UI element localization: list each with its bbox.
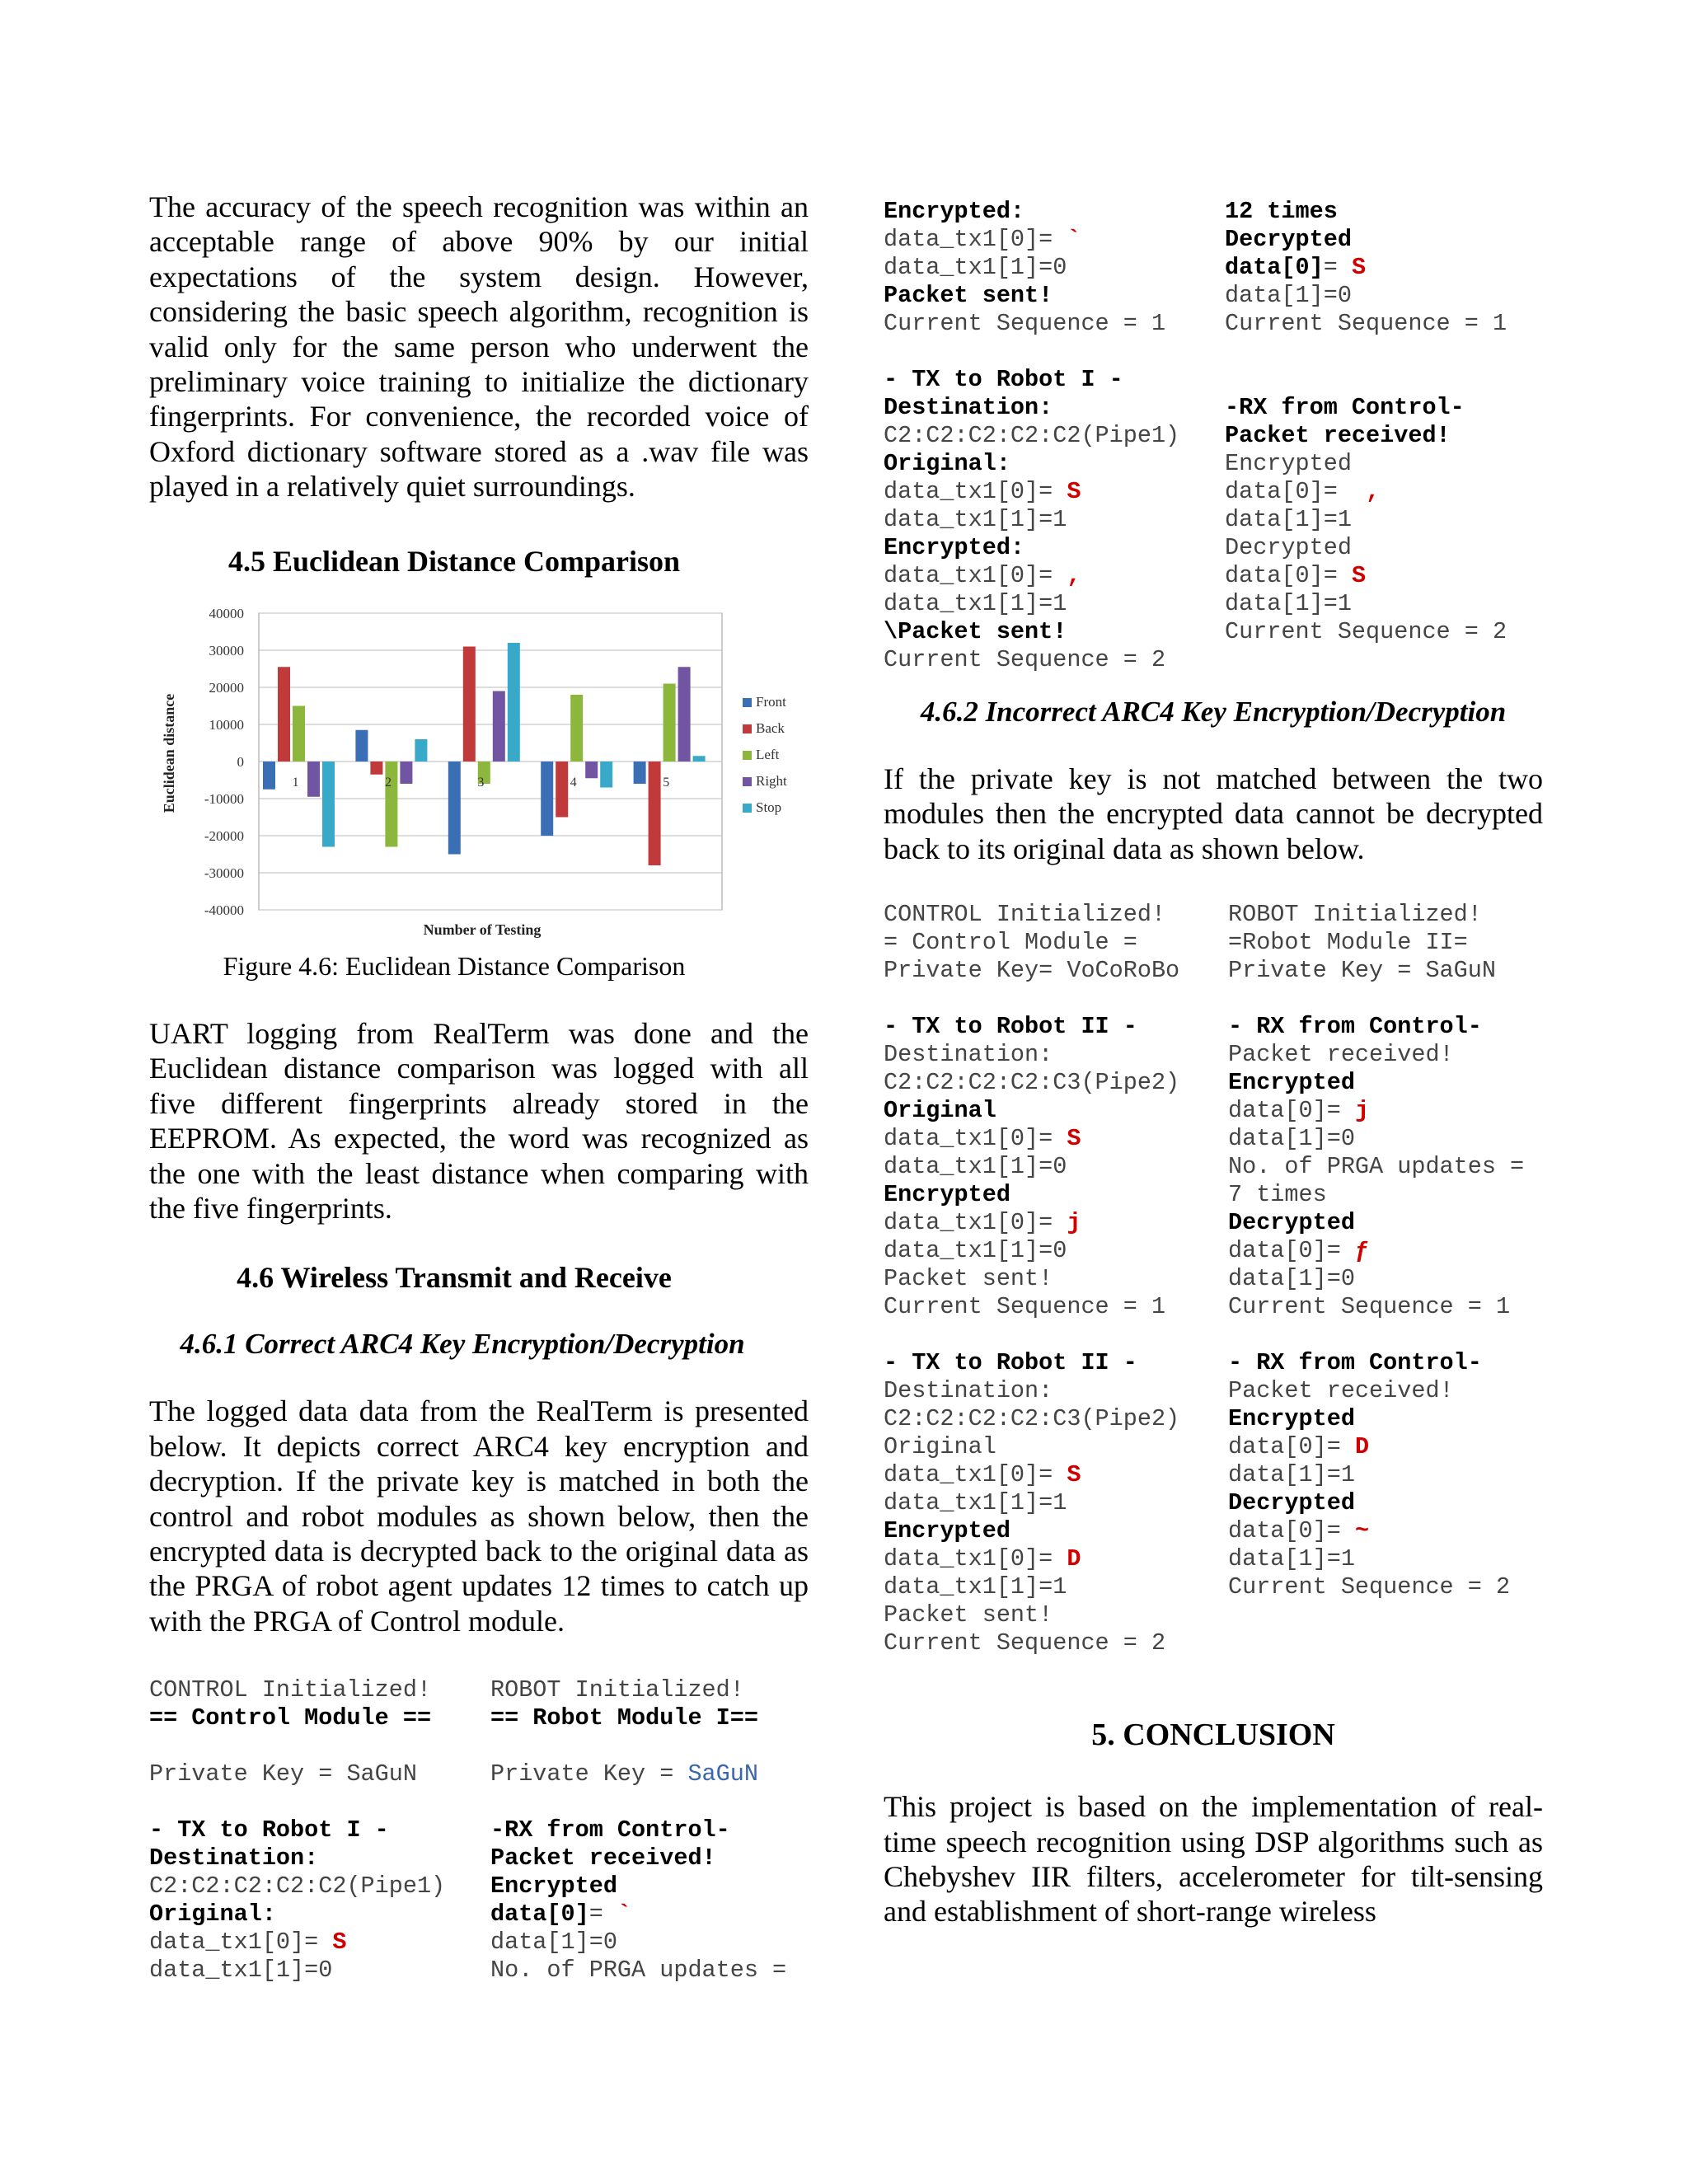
bar-left-4 xyxy=(570,695,583,762)
log-value-highlight: D xyxy=(1354,1433,1370,1461)
log-line: Encrypted: xyxy=(884,198,1025,225)
log-line: Current Sequence = 1 xyxy=(884,1293,1166,1321)
log-line: Packet received! xyxy=(490,1844,716,1872)
log-line: data_tx1[1]=1 xyxy=(884,506,1067,533)
log-text: data[0]= xyxy=(1228,1517,1355,1545)
log-line: Encrypted xyxy=(490,1872,617,1900)
log-line: Encrypted xyxy=(1225,450,1352,477)
log-line: data_tx1[1]=0 xyxy=(149,1957,333,1985)
log-line: Encrypted: xyxy=(884,534,1025,561)
x-category-label: 2 xyxy=(385,776,392,790)
log-line: Destination: xyxy=(884,1377,1053,1405)
log-line xyxy=(884,562,1179,590)
legend-swatch-front xyxy=(743,698,752,707)
log-line: data[1]=0 xyxy=(1225,282,1352,309)
legend-swatch-right xyxy=(743,777,752,786)
log-value-highlight: S xyxy=(1067,1461,1081,1489)
log-line xyxy=(884,1125,1179,1153)
log-line: Original xyxy=(884,1433,996,1461)
bar-front-5 xyxy=(634,762,646,784)
bar-stop-5 xyxy=(693,756,706,762)
bar-right-1 xyxy=(307,762,320,797)
log-line: data[1]=0 xyxy=(490,1929,617,1957)
y-tick-label: 10000 xyxy=(209,717,244,733)
log-line: C2:C2:C2:C2:C3(Pipe2) xyxy=(884,1069,1180,1097)
log-line: Original xyxy=(884,1097,996,1125)
log-line xyxy=(149,1929,445,1957)
log-line: Private Key = SaGuN xyxy=(1228,957,1496,985)
log-text: data_tx1[0]= xyxy=(884,562,1067,589)
bar-right-3 xyxy=(493,691,505,762)
log-text: data[0]= xyxy=(1225,478,1367,505)
bar-front-1 xyxy=(263,762,275,790)
legend-swatch-stop xyxy=(743,804,752,813)
paragraph-uart-logging: UART logging from RealTerm was done and the Euclidean distance comparison was logged with all five different fingerprints already stored in the EEPROM. As expected, the word was recognized as the one with the least distance when comparing with the five fingerprints. xyxy=(149,1017,809,1226)
x-category-label: 5 xyxy=(663,776,670,790)
log-line xyxy=(1228,1097,1524,1125)
log-line: Current Sequence = 2 xyxy=(884,646,1166,673)
log-text: Private Key = xyxy=(490,1760,688,1788)
section-heading-5: 5. CONCLUSION xyxy=(1091,1718,1335,1753)
y-tick-label: -10000 xyxy=(204,791,244,807)
log-line: Packet sent! xyxy=(884,282,1053,309)
paragraph-speech-accuracy: The accuracy of the speech recognition was within an acceptable range of above 90% by our initial expectations of the system design. However, considering the basic speech algorithm, recognition is valid only for the same person who underwent the preliminary voice training to initialize the dictionary fingerprints. For convenience, the recorded voice of Oxford dictionary software stored as a .wav file was played in a relatively quiet surroundings. xyxy=(149,190,809,504)
x-axis-title: Number of Testing xyxy=(423,921,542,938)
log-line xyxy=(490,1900,786,1929)
paragraph-incorrect-arc4: If the private key is not matched between the two modules then the encrypted data cannot be decrypted back to its original data as shown below. xyxy=(884,762,1543,865)
log-line: == Control Module == xyxy=(149,1704,432,1732)
bar-back-4 xyxy=(556,762,568,818)
log-line xyxy=(1228,1517,1524,1545)
log-text: data[0]= xyxy=(1228,1237,1355,1265)
log-text: data[0]= xyxy=(1225,562,1352,589)
log-value-highlight: ` xyxy=(617,1900,632,1929)
log-line: - TX to Robot II - xyxy=(884,1013,1137,1041)
log-line: -RX from Control- xyxy=(1225,394,1465,421)
log-robot-module-column xyxy=(490,1676,786,1985)
log-line xyxy=(490,1760,786,1788)
log-control-module-column xyxy=(884,901,1179,1657)
log-line xyxy=(884,226,1179,254)
bar-front-3 xyxy=(448,762,461,855)
log-line: data[1]=1 xyxy=(1225,590,1352,617)
log-line: Encrypted xyxy=(1228,1069,1355,1097)
bar-front-4 xyxy=(541,762,553,836)
log-line: Packet received! xyxy=(1228,1041,1454,1069)
paragraph-conclusion: This project is based on the implementation of real-time speech recognition using DSP algorithms such as Chebyshev IIR filters, accelerometer for tilt-sensing and establishment of short-range wireless xyxy=(884,1790,1543,1929)
log-line: Original: xyxy=(884,450,1010,477)
log-line: ROBOT Initialized! xyxy=(490,1676,744,1704)
log-value-highlight: ` xyxy=(1067,226,1081,253)
y-tick-label: 30000 xyxy=(209,643,244,658)
bar-stop-1 xyxy=(322,762,335,847)
y-tick-label: 20000 xyxy=(209,680,244,696)
legend-label-right: Right xyxy=(756,773,787,789)
log-text: data_tx1[0]= xyxy=(149,1929,333,1957)
bar-right-5 xyxy=(678,667,691,762)
log-line: Decrypted xyxy=(1228,1209,1355,1237)
log-line: CONTROL Initialized! xyxy=(884,901,1166,929)
log-value-highlight: S xyxy=(1067,478,1081,505)
y-tick-label: 40000 xyxy=(209,606,244,621)
log-line: - TX to Robot I - xyxy=(884,366,1123,393)
log-value-highlight: S xyxy=(1067,1125,1081,1153)
log-line: Decrypted xyxy=(1228,1489,1355,1517)
log-line: data[1]=0 xyxy=(1228,1265,1355,1293)
log-line: Decrypted xyxy=(1225,534,1352,561)
log-line: \Packet sent! xyxy=(884,618,1067,645)
log-line: data_tx1[1]=1 xyxy=(884,1573,1067,1601)
log-text: data_tx1[0]= xyxy=(884,226,1067,253)
log-line: C2:C2:C2:C2:C2(Pipe1) xyxy=(149,1872,446,1900)
log-control-module-column xyxy=(149,1676,445,1985)
log-line: Decrypted xyxy=(1225,226,1352,253)
bar-left-5 xyxy=(663,684,676,762)
log-value-highlight: j xyxy=(1067,1209,1081,1237)
log-line: Current Sequence = 1 xyxy=(884,310,1166,337)
log-line: Destination: xyxy=(149,1844,319,1872)
bar-back-3 xyxy=(463,647,476,762)
log-text: data_tx1[0]= xyxy=(884,478,1067,505)
log-line: data[1]=0 xyxy=(1228,1125,1355,1153)
bar-left-2 xyxy=(385,762,397,847)
log-text: data_tx1[0]= xyxy=(884,1125,1067,1153)
log-value-highlight: S xyxy=(332,1929,347,1957)
log-value-highlight: ƒ xyxy=(1354,1237,1370,1265)
bar-back-2 xyxy=(370,762,382,775)
log-text: = xyxy=(588,1900,617,1929)
y-tick-label: -20000 xyxy=(204,828,244,844)
log-line: data[1]=1 xyxy=(1228,1545,1355,1573)
log-key-highlight: SaGuN xyxy=(687,1760,758,1788)
bar-stop-3 xyxy=(508,643,520,762)
log-line xyxy=(1225,562,1507,590)
bar-left-1 xyxy=(293,706,305,762)
log-line: data_tx1[1]=0 xyxy=(884,1153,1067,1181)
log-value-highlight: , xyxy=(1067,562,1081,589)
log-value-highlight: D xyxy=(1067,1545,1081,1573)
log-text: data[0] xyxy=(490,1900,589,1929)
log-text: data_tx1[0]= xyxy=(884,1461,1067,1489)
log-line: - TX to Robot II - xyxy=(884,1349,1137,1377)
x-category-label: 4 xyxy=(570,776,577,790)
bar-stop-2 xyxy=(415,739,427,762)
log-line: Current Sequence = 1 xyxy=(1228,1293,1511,1321)
log-line: Private Key = SaGuN xyxy=(149,1760,417,1788)
log-line: 7 times xyxy=(1228,1181,1327,1209)
log-robot-module-column xyxy=(1228,901,1524,1601)
log-line xyxy=(884,1545,1179,1573)
bar-back-1 xyxy=(278,667,290,762)
log-line: C2:C2:C2:C2:C2(Pipe1) xyxy=(884,422,1180,449)
log-value-highlight: S xyxy=(1351,562,1367,589)
log-line: Destination: xyxy=(884,1041,1053,1069)
log-value-highlight: , xyxy=(1366,478,1381,505)
log-line: 12 times xyxy=(1225,198,1338,225)
log-line: Packet sent! xyxy=(884,1601,1053,1629)
log-robot-module-column xyxy=(1225,198,1507,646)
section-heading-4-6: 4.6 Wireless Transmit and Receive xyxy=(237,1261,672,1295)
log-text: data[0] xyxy=(1225,254,1324,281)
y-tick-label: 0 xyxy=(237,754,244,770)
bar-stop-4 xyxy=(600,762,612,788)
euclidean-distance-chart xyxy=(149,603,809,949)
log-incorrect-control-robot xyxy=(884,901,1543,1659)
log-line: Current Sequence = 1 xyxy=(1225,310,1507,337)
log-line: Current Sequence = 2 xyxy=(884,1629,1166,1657)
log-line: Current Sequence = 2 xyxy=(1225,618,1507,645)
log-line: No. of PRGA updates = xyxy=(1228,1153,1525,1181)
log-line xyxy=(884,1461,1179,1489)
log-line: Encrypted xyxy=(884,1181,1010,1209)
log-line: data_tx1[1]=0 xyxy=(884,254,1067,281)
log-text: data[0]= xyxy=(1228,1097,1355,1125)
log-value-highlight: ~ xyxy=(1354,1517,1370,1545)
log-line xyxy=(1225,478,1507,506)
subsection-heading-4-6-1: 4.6.1 Correct ARC4 Key Encryption/Decryption xyxy=(180,1328,745,1361)
log-text: = xyxy=(1323,254,1352,281)
log-line: Packet received! xyxy=(1228,1377,1454,1405)
log-line xyxy=(1228,1433,1524,1461)
log-line: Packet sent! xyxy=(884,1265,1053,1293)
log-line: Destination: xyxy=(884,394,1053,421)
log-text: data_tx1[0]= xyxy=(884,1209,1067,1237)
log-line: Current Sequence = 2 xyxy=(1228,1573,1511,1601)
log-line: - TX to Robot I - xyxy=(149,1816,389,1844)
log-line: Encrypted xyxy=(884,1517,1010,1545)
log-text: data_tx1[0]= xyxy=(884,1545,1067,1573)
log-line xyxy=(884,478,1179,506)
y-axis-title: Euclidean distance xyxy=(161,693,177,813)
log-line: data_tx1[1]=1 xyxy=(884,590,1067,617)
y-tick-label: -30000 xyxy=(204,865,244,881)
bar-front-2 xyxy=(355,730,368,762)
log-line: = Control Module = xyxy=(884,929,1137,957)
legend-label-front: Front xyxy=(756,694,786,710)
log-correct-control-robot xyxy=(149,1676,809,1985)
figure-euclidean-chart xyxy=(149,603,809,949)
log-control-module-column xyxy=(884,198,1179,674)
legend-label-stop: Stop xyxy=(756,799,782,815)
log-line: =Robot Module II= xyxy=(1228,929,1468,957)
legend-label-left: Left xyxy=(756,747,780,762)
log-line: No. of PRGA updates = xyxy=(490,1957,787,1985)
bar-back-5 xyxy=(649,762,661,865)
log-line: ROBOT Initialized! xyxy=(1228,901,1482,929)
log-line: data_tx1[1]=1 xyxy=(884,1489,1067,1517)
log-line xyxy=(1228,1237,1524,1265)
log-correct-continued xyxy=(884,198,1543,676)
log-line: Encrypted xyxy=(1228,1405,1355,1433)
log-value-highlight: S xyxy=(1351,254,1367,281)
log-line: Private Key= VoCoRoBo xyxy=(884,957,1180,985)
legend-label-back: Back xyxy=(756,720,785,736)
figure-caption: Figure 4.6: Euclidean Distance Comparison xyxy=(223,951,686,981)
subsection-heading-4-6-2: 4.6.2 Incorrect ARC4 Key Encryption/Decryption xyxy=(920,696,1507,728)
bar-right-4 xyxy=(585,762,598,778)
y-tick-label: -40000 xyxy=(204,902,244,918)
log-text: data[0]= xyxy=(1228,1433,1355,1461)
log-line: Packet received! xyxy=(1225,422,1451,449)
x-category-label: 1 xyxy=(292,776,299,790)
log-line: - RX from Control- xyxy=(1228,1349,1482,1377)
legend-swatch-back xyxy=(743,724,752,733)
paragraph-correct-arc4: The logged data data from the RealTerm is presented below. It depicts correct ARC4 key encryption and decryption. If the private key is matched in both the control and robot modules as shown below, then the encrypted data is decrypted back to the original data as the PRGA of robot agent updates 12 times to catch up with the PRGA of Control module. xyxy=(149,1394,809,1638)
bar-right-2 xyxy=(400,762,412,784)
x-category-label: 3 xyxy=(477,776,485,790)
log-value-highlight: j xyxy=(1354,1097,1370,1125)
legend-swatch-left xyxy=(743,751,752,760)
section-heading-4-5: 4.5 Euclidean Distance Comparison xyxy=(227,545,681,578)
left-column xyxy=(149,190,809,1985)
log-line: -RX from Control- xyxy=(490,1816,730,1844)
log-line: data[1]=1 xyxy=(1228,1461,1355,1489)
log-line: == Robot Module I== xyxy=(490,1704,758,1732)
log-line: CONTROL Initialized! xyxy=(149,1676,432,1704)
log-line: C2:C2:C2:C2:C3(Pipe2) xyxy=(884,1405,1180,1433)
log-line: data_tx1[1]=0 xyxy=(884,1237,1067,1265)
log-line: Original: xyxy=(149,1900,276,1929)
log-line xyxy=(1225,254,1507,282)
log-line xyxy=(884,1209,1179,1237)
log-line: data[1]=1 xyxy=(1225,506,1352,533)
right-column xyxy=(884,198,1543,1929)
log-line: - RX from Control- xyxy=(1228,1013,1482,1041)
